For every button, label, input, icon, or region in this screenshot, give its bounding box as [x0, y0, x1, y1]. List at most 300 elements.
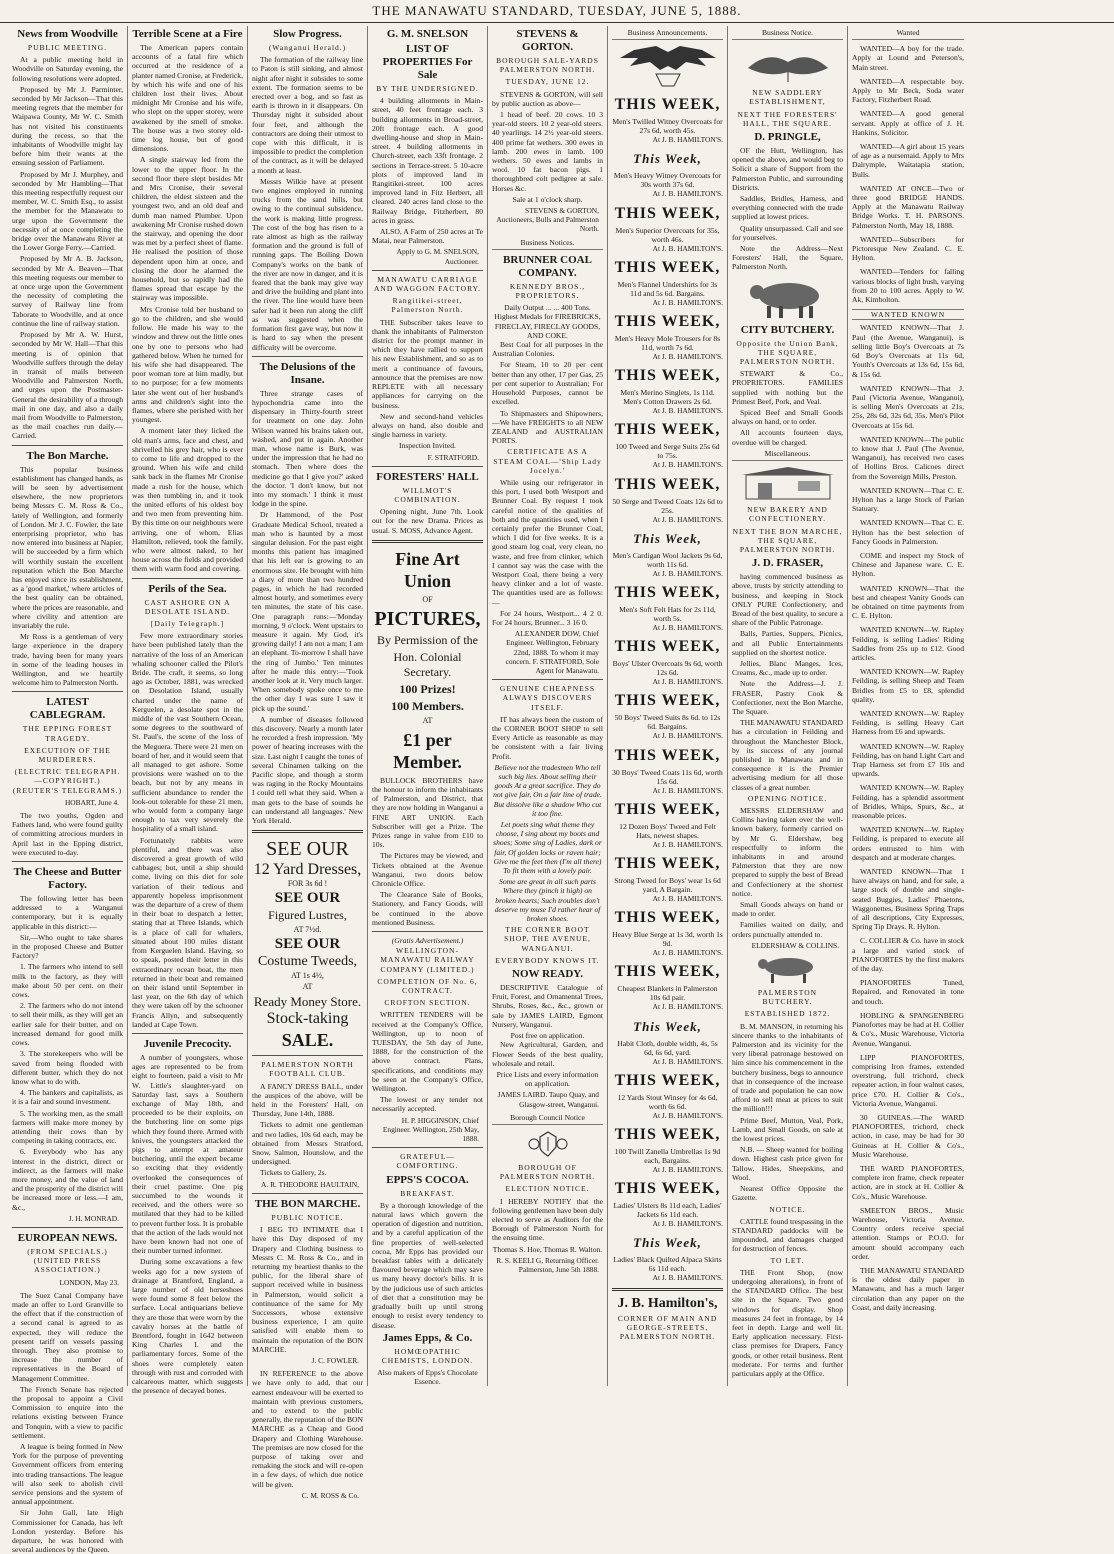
paragraph: During some excavations a few weeks ago for a new system of drainage at Brantford, England, a large number of old horseshoes were found some 8 feet below the surface. Local antiquarians believe they are those that were worn by the cavalry horses at the battle of Brentford, fought in 1642 between King Charles I. and the parliamentary forces. Some of the shoes were completely eaten through with rust and corroded with calcareous matter, which suggests the presence of decayed bones.	[132, 1257, 243, 1396]
paragraph: Spiced Beef and Small Goods always on hand, or to order.	[732, 408, 843, 427]
brunner-output: Daily Output ... ... 400 Tons.	[504, 303, 591, 313]
divider	[252, 830, 363, 833]
wanted-known-ad: C. COLLIER & Co. have in stock a large and varied stock of PIANOFORTES by the first makers of the day.	[852, 936, 964, 974]
paragraph: 5. The working men, as the small farmers will make more money by attending their cows than by competing in taking contracts, etc.	[12, 1108, 123, 1146]
wanted-list	[852, 44, 964, 304]
paragraph: Messrs Wilkie have at present two engines employed in running trucks from the sand hills, but owing to the continual subsidence, the work is making little progress. The cost of the bog has risen to a rate almost as high as the railway formation and the ground is full of running gaps. The Boiling Down Company's works on the bank of the river are now in danger, and it is feared that the bank may give way and drive the building and plant into the river. The line would have been safer had it been run along the cliff as was suggested when the formation first gave way, but now it is hard to say when the present difficulty will be overcome.	[252, 176, 363, 352]
paragraph: Opening night, June 7th. Look out for the new Drama. Prices as usual. S. MOSS, Advance Agent.	[372, 507, 483, 535]
crofton-heading: CROFTON SECTION.	[384, 998, 471, 1008]
column-3	[248, 26, 368, 1500]
paragraph: Families waited on daily, and orders punctually attended to.	[732, 920, 843, 939]
this-week-seller: At J. B. HAMILTON'S.	[652, 948, 723, 958]
wanted-known-list	[852, 323, 964, 1312]
see-our-heading: SEE OUR	[266, 838, 349, 861]
this-week-description: Men's Superior Overcoats for 35s, worth 46s.	[615, 225, 720, 244]
at-label: AT	[302, 982, 313, 992]
wanted-known-ad: WANTED KNOWN—That the best and cheapest Vanity Goods can be obtained on time payments from C. E. Hylton.	[852, 583, 964, 621]
perils-heading: Perils of the Sea.	[148, 582, 227, 595]
signature: R. S. KEELI G, Returning Officer. Palmerston, June 5th 1888.	[496, 1255, 599, 1274]
saddlery-location: NEXT THE FORESTERS' HALL, THE SQUARE.	[737, 109, 838, 128]
paragraph: THE Front Shop, (now undergoing alterations), in front of the STANDARD Office. The best site in the Square. Two good windows for display. Shop measures 24 feet in frontage, by 14 feet in depth. Large and well lit. Early application necessary. First-class premises for Drapers, Fancy goods, or other retail business. Rent moderate. For terms and further particulars apply at the Office.	[732, 1267, 843, 1378]
paragraph: Mr Ross is a gentleman of very large experience in the drapery trade, having been for many years in some of the leading houses in Wellington, and we heartily welcome him to Palmerston North.	[12, 632, 123, 688]
wanted-known-ad: WANTED KNOWN—W. Rapley Feilding, is prepared to execute all orders entrusted to him with despatch and at moderate charges.	[852, 825, 964, 862]
masthead	[0, 0, 1114, 23]
european-news-heading: EUROPEAN NEWS.	[17, 1231, 118, 1244]
this-week-heading: THIS WEEK,	[614, 800, 721, 818]
this-week-heading: This Week,	[633, 1235, 702, 1251]
column-7	[728, 26, 848, 1386]
this-week-heading: This Week,	[633, 151, 702, 167]
paragraph: New and second-hand vehicles always on hand, also double and single harness in variety.	[372, 411, 483, 440]
paragraph: THE Subscriber takes leave to thank the inhabitants of Palmerston district for the prompt manner in which they have rallied to support his new Establishment, and so as to merit a continuance of favours, announce that the premises are now REPLETE with all necessary appliances for carrying on the business.	[372, 317, 483, 410]
paragraph: WRITTEN TENDERS will be received at the Company's Office, Wellington, up to noon of TUESDAY, the 5th day of June, 1888, for the construction of the above contract. Plans, specifications, and conditions may be seen at the Company's Office, Wellington.	[372, 1010, 483, 1094]
section-label: Business Notice.	[732, 28, 843, 40]
section-label: Business Announcements.	[612, 28, 723, 40]
this-week-seller: At J. B. HAMILTON'S.	[652, 677, 723, 687]
paragraph: 3. The storekeepers who will be saved from being flooded with different butter, which they do not know what to do with.	[12, 1049, 123, 1086]
this-week-heading: This Week,	[633, 530, 702, 546]
saddlery-heading: NEW SADDLERY ESTABLISHMENT,	[749, 88, 826, 107]
this-week-seller: At J. B. HAMILTON'S.	[652, 731, 723, 741]
wanted-known-ad: COME and inspect my Stock of Chinese and Japanese ware. C. E. Hylton.	[852, 550, 964, 579]
paragraph: Sir,—Who ought to take shares in the proposed Cheese and Butter Factory?	[12, 932, 123, 961]
column-8	[848, 26, 968, 1386]
everybody-knows: EVERYBODY KNOWS IT.	[495, 955, 600, 965]
paragraph: By a thorough knowledge of the natural laws which govern the operation of digestion and nutrition, and by a careful application of the fine properties of well-selected cocoa, Mr Epps has provided our breakfast tables with a delicately flavoured beverage which may save us many heavy doctor's bills. It is by the judicious use of such articles of diet that a constitution may be gradually built up until strong enough to resist every tendency to disease.	[372, 1200, 483, 1330]
this-week-heading: THIS WEEK,	[614, 367, 721, 385]
this-week-seller: At J. B. HAMILTON'S.	[652, 1110, 723, 1120]
woodville-subheading: PUBLIC MEETING.	[27, 43, 108, 52]
slow-progress-credit: (Wanganui Herald.)	[268, 43, 347, 52]
cablegram-subheading-2: EXECUTION OF THE MURDERERS.	[24, 745, 111, 765]
paragraph: 1. The farmers who intend to sell milk to the factory, as they will make about 50 per cent. on their cows.	[12, 962, 123, 1000]
column-6	[608, 26, 728, 1386]
perils-subheading: CAST ASHORE ON A DESOLATE ISLAND.	[144, 597, 231, 616]
wanted-known-ad: WANTED KNOWN—The public to know that J. Paul (The Avenue, Wanganui), has received two cases of Hollins Bros. Calicoes direct from the Sovereign Mills, Preston.	[852, 434, 964, 481]
this-week-seller: At J. B. HAMILTON'S.	[652, 1273, 723, 1283]
this-week-heading: THIS WEEK,	[614, 638, 721, 656]
this-week-heading: THIS WEEK,	[614, 96, 721, 114]
paragraph: Small Goods always on hand or made to order.	[732, 900, 843, 919]
election-heading: ELECTION NOTICE.	[505, 1184, 590, 1194]
pictures: PICTURES,	[374, 607, 481, 630]
paragraph: Prime Beef, Mutton, Veal, Pork, Lamb, and Small Goods, on sale at the lowest prices.	[732, 1115, 843, 1144]
section-label: Borough Council Notice	[492, 1113, 603, 1125]
this-week-description: Strong Tweed for Boys' wear 1s 6d yard, A Bargain.	[614, 876, 721, 895]
this-week-heading: This Week,	[633, 1018, 702, 1034]
certificate: CERTIFICATE AS A STEAM COAL—'Ship Lady Jocelyn.'	[493, 447, 602, 475]
this-week-heading: THIS WEEK,	[614, 963, 721, 981]
paragraph: The two youths, Ogden and Fathers land, who were found guilty of committing atrocious murders in April last in the Epping district, were executed to-day.	[12, 811, 123, 857]
genuine-cheapness: GENUINE CHEAPNESS ALWAYS DISCOVERS ITSELF.	[499, 684, 596, 712]
columns	[8, 26, 1108, 1554]
paragraph: Jellies, Blanc Manges, Ices, Creams, &c., made up to order.	[732, 658, 843, 678]
paragraph: At a public meeting held in Woodville on Saturday evening, the following resolutions were adopted.	[12, 55, 123, 83]
paragraph: OF the Hutt, Wellington, has opened the above, and would beg to Solicit a share of Support from the Palmerston Public, and surrounding Districts.	[732, 146, 843, 192]
borough-heading: BOROUGH OF PALMERSTON NORTH.	[499, 1162, 596, 1182]
wanted-known-ad: WANTED KNOWN—That J. Paul (the Avenue, Wanganui), is selling little Boy's Overcoats at 7s 6d Boy's Overcoats at 11s 6d, Youth's Overcoats at 13s 6d, 15s 6d, & 15s 6d.	[852, 323, 964, 379]
sale-time: Sale at 1 o'clock sharp.	[512, 194, 583, 204]
paragraph: DESCRIPTIVE Catalogue of Fruit, Forest, and Ornamental Trees, Shrubs, Roses, &c., &c., grown or sale by JAMES LAIRD, Egmont Nursery, Wanganui.	[492, 983, 603, 1029]
this-week-seller: At J. B. HAMILTON'S.	[652, 1002, 723, 1012]
divider	[252, 1055, 363, 1056]
paragraph: MESSRS ELDERSHAW and Collins having taken over the well-known bakery, formerly carried on by Mr G. Eldershaw, beg respectfully to inform the inhabitants in and around Palmerston that they are now prepared to supply the best of Bread and Confectionery at the shortest notice.	[732, 805, 843, 898]
column-2	[128, 26, 248, 1396]
snelson-heading: G. M. SNELSON	[386, 28, 469, 40]
signature: A. R. THEODORE HAULTAIN,	[261, 1179, 359, 1189]
this-week-description: Heavy Blue Serge at 1s 3d, worth 1s 9d.	[612, 930, 723, 949]
properties-heading: LIST OF PROPERTIES For Sale	[382, 43, 473, 81]
established: ESTABLISHED 1872.	[744, 1009, 831, 1019]
signature: H. P. HIGGINSON, Chief Engineer. Wellington, 25th May, 1888.	[382, 1115, 479, 1144]
city-butchery-location: Opposite the Union Bank, THE SQUARE, PALMERSTON NORTH.	[736, 338, 839, 367]
wanted-ad: WANTED—A boy for the trade. Apply at Lound and Peterson's, Main street.	[852, 44, 964, 72]
paragraph: A moment later they licked the old man's arms, face and chest, and shrivelled his grey hair, who is ever to come to life and dropped to the ground. When his wife and child sank back in the flames Mr Cronise made a rush for the house, which was then tumbling in, and it took the united efforts of his oldest boy and two men from preventing him. By this time on our neighbours were arriving, one of whom, Elias Hamilton, relieved, took the family, who were almost naked, to her house across the fields and provided them with warm food and covering.	[132, 426, 243, 574]
wanted-known-ad: WANTED KNOWN—That C. E. Hylton has the best selection of Fancy Goods in Palmerston.	[852, 518, 964, 546]
wanted-ad: WANTED AT ONCE—Two or three good BRIDGE HANDS. Apply at the Manawatu Railway Bridge Works. T. H. PARSONS. Palmerston North, May 18, 1888.	[852, 183, 964, 230]
wanted-ad: WANTED—A respectable boy. Apply to Mr Beck, Soda water Factory, Fitzherbert Road.	[852, 76, 964, 105]
carriage-heading: MANAWATU CARRIAGE AND WAGGON FACTORY.	[373, 274, 481, 294]
this-week-heading: THIS WEEK,	[614, 475, 721, 493]
eagle-emblem-icon	[616, 44, 720, 90]
this-week-description: Men's Heavy Witney Overcoats for 30s worth 37s 6d.	[613, 171, 722, 190]
wanted-known-ad: WANTED KNOWN—That C. E. Hylton has a large Stock of Parian Statuary.	[852, 485, 964, 514]
sale-date: TUESDAY, JUNE 12.	[505, 77, 590, 87]
this-week-seller: At J. B. HAMILTON'S.	[652, 514, 723, 524]
signature: C. M. ROSS & Co.	[301, 1490, 359, 1500]
woodville-heading: News from Woodville	[17, 28, 118, 40]
stevens-gorton-heading: STEVENS & GORTON.	[516, 28, 579, 53]
paragraph: A league is being formed in New York for the purpose of preventing Government officers from entering into trading transactions. The league will also seek to abolish civil service pensions and the system of annual appointment.	[12, 1442, 123, 1507]
cablegram-credit: (ELECTRIC TELEGRAPH.—COPYRIGHT.) (REUTER'S TELEGRAMS.)	[12, 767, 123, 795]
this-week-seller: At J. B. HAMILTON'S.	[652, 189, 723, 199]
this-week-description: 12 Dozen Boys' Tweed and Felt Hats, newest shapes.	[619, 821, 716, 840]
signature: ALEXANDER DOW, Chief Engineer. Wellington, February 22nd, 1888. To whom it may concern. F. STRATFORD, Sole Agent for Manawatu.	[505, 629, 599, 675]
paragraph: For Steam, 10 to 20 per cent better than any other, 17 per Gas, 25 per cent superior to Australian; For Household Purposes, cannot be excelled.	[492, 360, 603, 407]
opening-notice: OPENING NOTICE.	[747, 793, 828, 803]
of-label: OF	[422, 594, 433, 604]
paragraph: A FANCY DRESS BALL, under the auspices of the above, will be held in the Foresters' Hall, on Thursday, June 14th, 1888.	[252, 1081, 363, 1119]
this-week-seller: At J. B. HAMILTON'S.	[652, 568, 723, 578]
bon-marche-notice-heading: THE BON MARCHE.	[254, 1197, 361, 1210]
epps-name: James Epps, & Co.	[382, 1331, 473, 1344]
this-week-heading: THIS WEEK,	[614, 258, 721, 276]
costume-tweeds: Costume Tweeds,	[257, 954, 358, 970]
by-permission: By Permission of the	[377, 632, 478, 647]
wanted-known-ad: WANTED KNOWN—That J. Paul (Victoria Avenue, Wanganui), is selling Men's Overcoats at 21s, 25s, 28s 6d, 32s 6d, 35s. Men's Pilot Overcoats at 15s 6d.	[852, 383, 964, 430]
paragraph: All accounts fourteen days, overdue will be charged.	[732, 428, 843, 447]
paragraph: Three strange cases of hypochondria came into the dispensary in Thirty-fourth street for treatment on one day. John Wilson wanted his brains taken out, washed, and put in again. Another man, whose name is Burk, was under the impression that he had no stomach. Then where does the medicine go that I give you?' asked the doctor. 'I don't know, but not into my stomach.' I think it must lodge in the spine.	[252, 388, 363, 509]
juvenile-heading: Juvenile Precocity.	[143, 1037, 232, 1050]
paragraph: To Shipmasters and Shipowners,—We have FREIGHTS to all NEW ZEALAND and AUSTRALIAN PORTS.	[492, 408, 603, 446]
saddle-icon	[738, 44, 838, 84]
this-week-description: 100 Twill Zanella Umbrellas 1s 9d each, Bargains.	[614, 1147, 721, 1166]
this-week-heading: THIS WEEK,	[614, 1180, 721, 1198]
by-undersigned: BY THE UNDERSIGNED.	[376, 84, 479, 93]
wanted-known-ad: PIANOFORTES Tuned, Repaired, and Renovated in tone and touch.	[852, 978, 964, 1006]
poem: Believe not the tradesmen Who tell such big lies. About selling their goods At a great sacrifice. They do not give fair, On a fair line of trade. But dissolve like a shadow Who cut it too fine.	[493, 762, 602, 818]
this-week-seller: At J. B. HAMILTON'S.	[652, 1165, 723, 1175]
paragraph: Sir John Gall, late High Commissioner for Canada, has left London yesterday. Before his departure, he was honored with several audiences by the Queen.	[12, 1508, 123, 1554]
paragraph: Note the Address—J. J. FRASER, Pastry Cook & Confectioner, next the Bon Marche, The Square.	[732, 679, 843, 716]
divider	[372, 1147, 483, 1148]
bakery-shop-icon	[738, 465, 838, 501]
paragraph: The Clearance Sale of Books, Stationery, and Fancy Goods, will be continued in the above mentioned Business.	[372, 890, 483, 927]
willmot-heading: WILLMOT'S COMBINATION.	[394, 485, 461, 504]
paragraph: IT has always been the custom of the CORNER BOOT SHOP to sell Every Article as reasonable as may be consistent with a fair living Profit.	[492, 714, 603, 761]
paragraph: For 24 hours, Westport... 4 2 0. For 24 hours, Brunner... 3 16 0.	[492, 608, 603, 627]
divider	[132, 578, 243, 579]
this-week-description: Men's Heavy Mole Trousers for 8s 11d, worth 7s 6d.	[614, 334, 721, 353]
divider	[372, 540, 483, 543]
paragraph: Dr Hammond, of the Post Graduate Medical School, treated a man who is haunted by a most singular delusion. For the past eight months this patient has imagined that his left ear is growing to an enormous size. He brought with him a diary of more than two hundred pages, in which he had recorded almost hourly, and sometimes every ten minutes, the state of his case. One paragraph runs:—'Monday morning, 9 o'clock. Went upstairs to measure it again. My God, it's growing daily! I am not a man; I am an elephant. To-morrow I shall have the ring of Jumbo.' Ten minutes after he made this entry:—'Took another look at it. Very much larger. When somebody spoke once to me the other day I was sure I saw it pick up the sound.'	[252, 510, 363, 713]
wanted-known-ad: WANTED KNOWN—W. Rapley Feilding, is selling Heavy Cart Harness from £6 and upwards.	[852, 709, 964, 737]
divider	[12, 1227, 123, 1228]
paragraph: The Suez Canal Company have made an offer to Lord Granville to the effect that if the construction of a second canal is agreed to as expected, they will reduce the present tariff on vessels passing through. They also promise to increase the number of representatives in the Board of Management Committee.	[12, 1290, 123, 1383]
see-our-heading: SEE OUR	[274, 936, 341, 953]
public-notice: PUBLIC NOTICE.	[271, 1212, 344, 1222]
divider	[252, 1193, 363, 1194]
this-week-heading: THIS WEEK,	[614, 909, 721, 927]
wanted-known-ad: WANTED KNOWN—W. Rapley Feilding, has on hand Light Cart and Trap Harness set from £7 10s and upwards.	[852, 741, 964, 779]
signature: J. H. MONRAD.	[68, 1213, 119, 1223]
yard-dresses: 12 Yard Dresses,	[253, 861, 362, 879]
palmerston-butchery-heading: PALMERSTON BUTCHERY.	[757, 988, 818, 1007]
paragraph: Proposed by Mr J. Murphey, and seconded by Mr Hambling—That this meeting respectfully request our member, W. C. Smith Esq., to assist the member for the Manawatu to urge upon the Government the necessity of at once completing the bridge over the Manawatu River at the Lower Gorge Ferry.—Carried.	[12, 169, 123, 253]
paragraph: The lowest or any tender not necessarily accepted.	[372, 1095, 483, 1114]
this-week-seller: At J. B. HAMILTON'S.	[652, 460, 723, 470]
this-week-description: Men's Flannel Undershirts for 3s 11d and 5s 6d. Bargains.	[617, 279, 718, 298]
divider	[372, 466, 483, 467]
post-free: Post free on application.	[510, 1031, 585, 1041]
fine-art-union: Fine Art Union	[395, 548, 460, 591]
coat-of-arms-icon	[526, 1129, 570, 1159]
paragraph: B. M. MANSON, in returning his sincere thanks to the inhabitants of Palmerston and its vicinity for the very liberal patronage bestowed on him since his commencement in the butchery business, begs to announce that in consequence of the increase of trade and population he can now afford to sell meat at prices to suit the million!!!	[732, 1021, 843, 1114]
this-week-description: 100 Tweed and Serge Suits 25s 6d to 75s.	[615, 442, 720, 461]
paragraph: I HEREBY NOTIFY that the following gentlemen have been duly elected to serve as Auditors for the Borough of Palmerston North for the ensuing time.	[492, 1196, 603, 1243]
this-week-seller: At J. B. HAMILTON'S.	[652, 623, 723, 633]
property-list: 4 building allotments in Main-street, 40 feet frontage each. 3 building allotments in Broad-street, 20ft frontage each. A good dwelling-house and shop in Main-street. 4 building allotments in Church-street, each 33ft frontage. 2 sections in Terrace-street. 5 10-acre plots of improved land in Rangitikei-street. 100 acres improved land in Fitz Herbert, all cleared. 240 acres land close to the Railway Bridge, Fitzherbert, 80 acres in grass.	[372, 96, 483, 225]
stock-taking: Stock-taking	[266, 1010, 349, 1028]
see-our-heading: SEE OUR	[274, 890, 341, 907]
wanted-ad: WANTED—Tenders for falling various blocks of light bush, varying from 20 to 100 acres. Apply to W. Ak, Kimbolton.	[852, 267, 964, 305]
fire-heading: Terrible Scene at a Fire	[132, 28, 243, 40]
paragraph: A number of youngsters, whose ages are represented to be from eight to fourteen, paid a visit to Mr W. Little's slaughter-yard on Saturday last, says a Southern exchange of May 18th, and proceeded to be their exploits, on the butchering line on some pigs which they found there. Armed with knives, the youngsters attacked the pigs to attempt at amateur butchering, until the expert became so exciting that they evidently overlooked the consequences of their cruel pastime. One pig succumbed to the wounds it received, and the others were so mutilated that they had to be killed to prevent further loss. It is probable that the action of the lads would not have been known had not one of their number turned informer.	[132, 1052, 243, 1256]
section-label: Business Notices.	[492, 238, 603, 250]
this-week-description: 50 Serge and Tweed Coats 12s 6d to 25s.	[612, 496, 723, 515]
column-1	[8, 26, 128, 1554]
this-week-heading: THIS WEEK,	[614, 692, 721, 710]
paragraph: STEVENS & GORTON, will sell by public auction as above—	[492, 89, 603, 108]
bakery-location: NEXT THE BON MARCHE, THE SQUARE, PALMERSTON NORTH.	[732, 526, 843, 554]
members: 100 Members.	[391, 698, 464, 713]
delusions-heading: The Delusions of the Insane.	[259, 360, 356, 386]
paragraph: CATTLE found trespassing in the STANDARD paddocks will be impounded, and damages charged for destruction of fences.	[732, 1216, 843, 1254]
carriage-location: Rangitikei-street, Palmerston North.	[391, 296, 464, 315]
price-lists: Price Lists and every information on application.	[496, 1069, 599, 1089]
paragraph: Balls, Parties, Suppers, Picnics, and all Public Entertainments supplied on the shortest notice.	[732, 629, 843, 657]
this-week-description: 12 Yards Stout Winsey for 4s 6d, worth 6s 6d.	[617, 1092, 718, 1111]
wanted-known-ad: WANTED KNOWN—W. Rapley Feilding, has a splendid assortment of Bridles, Whips, Spurs, &c., at reasonable prices.	[852, 783, 964, 821]
paragraph: STEWART & Co., PROPRIETORS. FAMILIES supplied with nothing but the Primest Beef, Pork, and Veal.	[732, 369, 843, 406]
this-week-heading: THIS WEEK,	[614, 1071, 721, 1089]
cablegram-subheading: THE EPPING FOREST TRAGEDY.	[22, 724, 113, 743]
this-week-seller: At J. B. HAMILTON'S.	[652, 1056, 723, 1066]
inspection: Inspection Invited.	[399, 441, 456, 451]
paragraph: Tickets to Gallery, 2s.	[260, 1168, 327, 1178]
this-week-description: 30 Boys' Tweed Coats 11s 6d, worth 15s 6d.	[612, 767, 723, 786]
prizes: 100 Prizes!	[399, 681, 456, 696]
per-member: £1 per Member.	[393, 729, 462, 772]
ready-money-store: Ready Money Store.	[253, 994, 362, 1010]
colonial-secretary: Hon. Colonial Secretary.	[393, 649, 462, 679]
wanted-known-ad: LIPP PIANOFORTES, comprising Iron frames, extended overstrung, full trichord, check repeater action, in four walnut cases, price £70. H. Collier & Co's., Victoria Avenue, Wanganui.	[852, 1052, 964, 1108]
city-butchery-heading: CITY BUTCHERY.	[740, 323, 835, 336]
this-week-seller: At J. B. HAMILTON'S.	[652, 406, 723, 416]
brunner-medals: Highest Medals for FIREBRICKS, FIRECLAY, FIRECLAY GOODS, AND COKE.	[494, 312, 601, 340]
this-week-description: Boys' Ulster Overcoats 9s 6d, worth 12s 6d.	[612, 659, 723, 678]
paragraph: The American papers contain accounts of a fatal fire which occurred at the residence of a planter named Cronise, at Frederick, by which his wife and one of his children lost their lives. About midnight Mr Cronise and his wife, who slept on the upper storey, were awakened by the smell of smoke. The house was a two storey old-time log house, but of good dimensions.	[132, 43, 243, 154]
this-week-description: Men's Twilled Witney Overcoats for 27s 6d, worth 45s.	[612, 117, 723, 136]
signature: STEVENS & GORTON, Auctioneers, Bulls and Palmerston North.	[496, 206, 599, 234]
paragraph: Proposed by Mr A. W. Hurst, seconded by Mr W. Hall—That this meeting is of opinion that Woodville suffers through the delay in transit of mails between Woodville and Palmerston North, and urges upon the Postmaster-General the desirability of a through mail in one day, and also a daily mail from Woodville to Palmerston, as the mail coaches run daily.—Carried.	[12, 330, 123, 441]
divider	[12, 445, 123, 446]
price: FOR 3s 6d !	[287, 879, 328, 889]
now-ready: NOW READY.	[512, 968, 583, 981]
dateline: LONDON, May 23.	[59, 1277, 119, 1287]
brunner-proprietors: KENNEDY BROS., PROPRIETORS.	[509, 281, 586, 301]
hamilton-address: CORNER OF MAIN AND GEORGE-STREETS, PALMERSTON NORTH.	[617, 1313, 718, 1342]
column-5	[488, 26, 608, 1386]
epps-chemists: HOMŒOPATHIC CHEMISTS, LONDON.	[381, 1346, 474, 1365]
pringle-heading: D. PRINGLE,	[754, 131, 821, 144]
dateline: HOBART, June 4.	[64, 797, 119, 807]
paragraph: Quality unsurpassed. Call and see for yourselves.	[732, 223, 843, 242]
bull-icon	[743, 276, 833, 320]
wanted-known-ad: WANTED KNOWN—That I have always on hand, and for sale, a large stock of double and single-seated Buggies, Ladies' Phaetons, Waggonettes, Business Spring Traps of all descriptions, City Expresses, Spring Tip Drays. R. Hylton.	[852, 867, 964, 932]
this-week-heading: THIS WEEK,	[614, 204, 721, 222]
paragraph: THE MANAWATU STANDARD has a circulation in Feilding and throughout the Manchester Block, by its success of any journal published in Manawatu and in consequence it is the Premier advertising medium for all those classes of a great number.	[732, 718, 843, 792]
grateful: GRATEFUL—COMFORTING.	[396, 1152, 459, 1171]
divider	[132, 1033, 243, 1034]
poem: Let poets sing what theme they choose, I sing about my boots and shoes; Some sing of Ladies, dark or fair, Of golden locks or raven hair; Give me the feet then (I'm all there) To fit them with a lovely pair.	[493, 820, 602, 876]
stock-list: 1 head of beef. 20 cows. 10 3 year-old steers. 10 2 year-old steers. 40 yearlings. 14 2½ year-old steers. 400 prime fat wethers. 300 ewes in lamb. 200 ewes in lamb. 100 wethers. 50 ewes and lambs in wool. 10 fat bacon pigs. 1 thoroughbred colt pedigree at sale. Horses &c.	[492, 110, 603, 193]
this-week-seller: At J. B. HAMILTON'S.	[652, 785, 723, 795]
wanted-ad: WANTED—A girl about 15 years of age as a nursemaid. Apply to Mrs Dalrymple, Waitatapia station, Bulls.	[852, 142, 964, 179]
divider	[492, 679, 603, 680]
wanted-known-ad: 30 GUINEAS.—The WARD PIANOFORTES, trichord, check action, in case, may be had for 30 Guineas at H. Collier & Co's., Music Warehouse.	[852, 1112, 964, 1159]
this-week-description: 50 Boys' Tweed Suits 8s 6d. to 12s 6d. Bargains.	[614, 713, 721, 732]
this-week-seller: At J. B. HAMILTON'S.	[652, 243, 723, 253]
this-week-heading: THIS WEEK,	[614, 1126, 721, 1144]
paragraph: Fortunately rabbits were plentiful, and there was also discovered a great growth of wild cabbages; but, until a ship should come, living on this diet for sole variation of their tedious and apparently hopeless imprisonment was the departure of a crew of them in their boat to despatch a letter, stating that at Three Islands, which is a place of call for whalers, situated about 100 miles distant from Kerguelen Island. Having, so to speak, posted their letter in this extraordinary ocean boat, the men returned in their boat and remained on their island until September in last year, on the 6th day of which they were taken off by the schooner Francis Allyn, and subsequently landed at Cape Town.	[132, 835, 243, 1029]
paragraph: Best Coal for all purposes in the Australian Colonies.	[492, 340, 603, 359]
divider	[252, 356, 363, 357]
paragraph: Nearest Office Opposite the Gazette.	[732, 1184, 843, 1203]
this-week-heading: THIS WEEK,	[614, 313, 721, 331]
this-week-description: Men's Soft Felt Hats for 2s 11d, worth 5s.	[619, 605, 716, 624]
wanted-ad: WANTED—Subscribers for Pictoresque New Zealand. C. E. Hylton.	[852, 234, 964, 263]
paragraph: IN REFERENCE to the above we have only to add, that our earnest endeavour will be exerted to maintain with previous customers, and to extend to the public generally, the reputation of the BON MARCHE as a Cheap and Good Drapery and Clothing Warehouse. The premises are now closed for the purpose of taking over and remaking the stock and will re-open in a few days, of which due notice will be given.	[252, 1369, 363, 1489]
divider	[612, 1288, 723, 1291]
wanted-known-ad: WANTED KNOWN—W. Rapley Feilding, is selling Ladies' Riding Saddles from 25s up to £12. Good articles.	[852, 625, 964, 662]
signature: Apply to G. M. SNELSON, Auctioneer.	[396, 247, 479, 266]
at-label: AT	[422, 715, 433, 725]
this-week-seller: At J. B. HAMILTON'S.	[652, 894, 723, 904]
section-label: Miscellaneous.	[732, 449, 843, 461]
this-week-description: Ladies' Ulsters 8s 11d each, Ladies' Jackets 6s 11d each.	[613, 1201, 722, 1220]
this-week-description: Ladies' Black Quilted Alpaca Skirts 6s 11d each.	[613, 1255, 722, 1274]
paragraph: New Agricultural, Garden, and Flower Seeds of the best quality, wholesale and retail.	[492, 1040, 603, 1068]
brunner-heading: BRUNNER COAL COMPANY.	[503, 253, 592, 279]
cablegram-heading: LATEST CABLEGRAM.	[29, 696, 106, 722]
figured-lustres: Figured Lustres,	[268, 908, 347, 923]
signature: F. STRATFORD.	[427, 452, 479, 462]
bakery-heading: NEW BAKERY AND CONFECTIONERY.	[747, 505, 828, 524]
this-week-seller: At J. B. HAMILTON'S.	[652, 1219, 723, 1229]
paragraph: The Pictures may be viewed, and Tickets obtained at the Avenue Wanganui, two doors below Chronicle Office.	[372, 851, 483, 888]
paragraph: A number of diseases followed this discovery. Nearly a month later he recorded a fresh impression. 'My power of hearing increases with the size. Last night I caught the tones of several Chinamen talking on the Pacific slope, and though a storm was raging in the Rocky Mountains I could tell what they said. When a man gets to the base of sounds he can understand all languages.' New York Herald.	[252, 714, 363, 826]
epps-cocoa-heading: EPPS'S COCOA.	[386, 1173, 469, 1186]
wanted-ad: WANTED—A good general servant. Apply at office of J. H. Hankins, Solicitor.	[852, 109, 964, 137]
breakfast: BREAKFAST.	[400, 1188, 455, 1198]
price: AT 1s 4½,	[291, 971, 324, 981]
wanted-known-ad: HOBLING & SPANGENBERG Pianofortes may be had at H. Collier & Co's., Music Warehouse, Victoria Avenue, Wanganui.	[852, 1010, 964, 1048]
railway-heading: WELLINGTON-MANAWATU RAILWAY COMPANY (LIMITED.)	[380, 946, 475, 974]
notice-heading: NOTICE.	[769, 1204, 806, 1214]
contract-heading: COMPLETION OF No. 6, CONTRACT.	[377, 976, 478, 995]
paragraph: Tickets to admit one gentleman and two ladies, 10s 6d each, may be obtained from Messrs Stratford, Snow, Salmon, Hounslow, and the undersigned.	[252, 1120, 363, 1167]
poem: Some are great in all such parts Where they (pinch it high) on broken hearts; Such troubles don't deserve my muse I'd rather hear of broken shoes.	[494, 877, 601, 924]
corner-boot-shop: THE CORNER BOOT SHOP, THE AVENUE, WANGANUI.	[504, 925, 591, 953]
signature: JAMES LAIRD. Taupo Quay, and Glasgow-street, Wanganui.	[497, 1090, 599, 1109]
ox-icon	[753, 954, 823, 984]
paragraph: I BEG TO INTIMATE that I have this Day disposed of my Drapery and Clothing business to Messrs C. M. Ross & Co., and in returning my heartiest thanks to the public, for the liberal share of support received while in business in Palmerston, would solicit a continuance of the same for My Successors, whose extensive business experience, I am quite satisfied will enable them to maintain the reputation of the BON MARCHE.	[252, 1225, 363, 1354]
masthead-title: THE MANAWATU STANDARD, TUESDAY, JUNE 5, 1888.	[372, 3, 742, 18]
paragraph: Proposed by Mr A. B. Jackson, seconded by Mr A. Beaven—That this meeting requests our member to at once urge upon the Government the necessity of completing the survey of Railway line from Taborate to Woodville, and at once continue the line of railway station.	[12, 254, 123, 328]
divider	[12, 861, 123, 862]
paragraph: The French Senate has rejected the proposal to appoint a Civil Commission to enquire into the relations existing between France and Tonquin, with a view to pacific settlement.	[12, 1384, 123, 1440]
sale: SALE.	[281, 1030, 334, 1051]
this-week-heading: THIS WEEK,	[614, 855, 721, 873]
perils-credit: [Daily Telegraph.]	[150, 618, 225, 628]
paragraph: This popular business establishment has changed hands, as will be seen by advertisement elsewhere, the new proprietors being Messrs C. M. Ross & Co., lately of Wellington, and formerly of London. Mr J. C. Fowler, the late enterprising proprietor, who has now entered into business at Napier, will be succeeded by a firm which will worthily sustain the excellent reputation which the Bon Marche has enjoyed since its establishment, as a 'good market,' where articles of the best quality can be obtained, where the prices are reasonable, and where civility and attention are invariably the rule.	[12, 464, 123, 630]
election-names: Thomas S. Hoe, Thomas R. Walton.	[492, 1244, 603, 1254]
paragraph: 4. The bankers and capitalists, as it is a fair and sound investment.	[12, 1088, 123, 1107]
paragraph: The following letter has been addressed to a Wanganui contemporary, but it is equally applicable in this district:—	[12, 894, 123, 931]
epps-footer: Also makers of Epps's Chocolate Essence.	[377, 1368, 478, 1387]
signature: J. C. FOWLER.	[311, 1355, 359, 1365]
paragraph: Note the Address—Next Foresters' Hall, the Square, Palmerston North.	[732, 244, 843, 272]
bon-marche-heading: The Bon Marche.	[26, 449, 109, 462]
this-week-heading: THIS WEEK,	[614, 746, 721, 764]
paragraph: having commenced business as above, trusts by strictly attending to business, and keeping in Stock ONLY PURE Confectionery, and Bread of the best quality, to secure a share of the Public Patronage.	[732, 572, 843, 628]
paragraph: 6. Everybody who has any interest in the district, direct or indirect, as the farmers will make more money, and the value of land and the prosperity of the district will be increased more or less.—I am, &c.,	[12, 1147, 123, 1212]
divider	[12, 691, 123, 692]
this-week-seller: At J. B. HAMILTON'S.	[652, 839, 723, 849]
slow-progress-heading: Slow Progress.	[273, 28, 342, 40]
fraser-heading: J. D. FRASER,	[751, 557, 824, 570]
to-let-heading: TO LET.	[770, 1255, 805, 1265]
wanted-known-ad: THE WARD PIANOFORTES, complete iron frame, check repeater action, are in stock at H. Collier & Co's., Music Warehouse.	[852, 1163, 964, 1201]
section-label: Wanted	[852, 28, 964, 40]
hamilton-ad-list	[612, 96, 723, 1282]
paragraph: Proposed by Mr J. Parminter, seconded by Mr Jackson—That this meeting regrets that the member for Waipawa County, Mr W. C. Smith has not visited his constituents during the recess, so that the inhabitants of Woodville might lay before him their wants at the ensuing session of Parliament.	[12, 84, 123, 168]
sale-yards: BOROUGH SALE-YARDS PALMERSTON NORTH.	[496, 56, 599, 75]
paragraph: While using our refrigerator in this port, I used both Westport and Brunner Coal. By request I took careful notice of the qualities of both and the quantities used, when I certainly prefer the Brunner Coal, which I did for five weeks. It is a good steam log coal, very clean, no waste, and free from clinker, which I cannot say was the case with the Westport Coal, there being a very heavy clinker and a lot of waste. The quantities used are as follows:—	[492, 477, 603, 607]
this-week-seller: At J. B. HAMILTON'S.	[652, 297, 723, 307]
paragraph: BULLOCK BROTHERS have the honour to inform the inhabitants of Palmerston, and District, that they are now holding in Wanganui a FINE ART UNION. Each Subscriber will get a Prize. The Prizes range in value from £10 to 10s.	[372, 775, 483, 850]
